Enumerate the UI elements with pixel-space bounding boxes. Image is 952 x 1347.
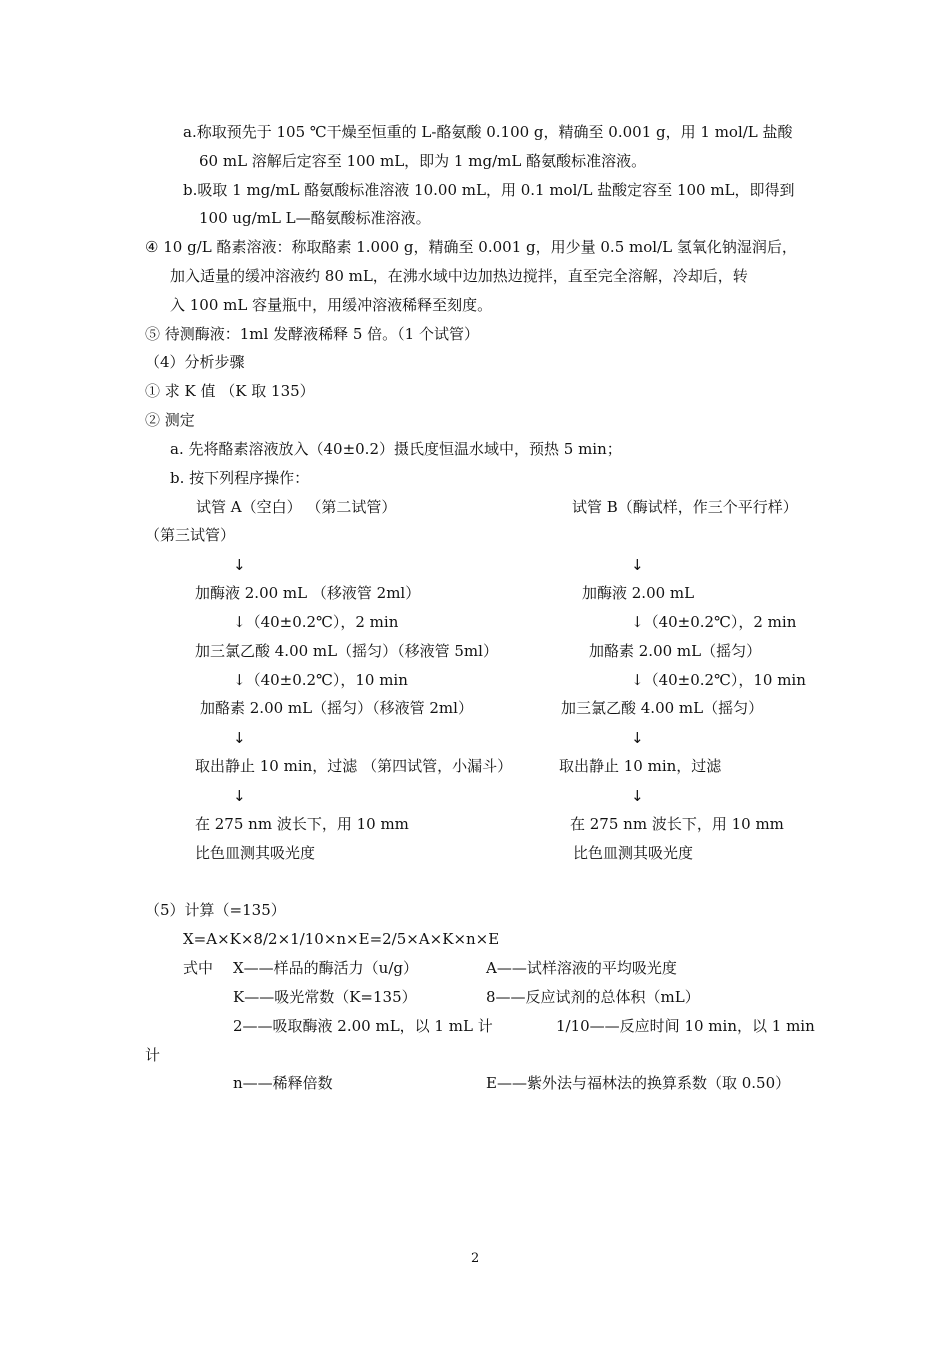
left-step-5a: 在 275 nm 波长下，用 10 mm [195,815,409,833]
left-step-4: 取出静止 10 min，过滤 （第四试管，小漏斗） [195,757,513,775]
prep-b-line1: b.吸取 1 mg/mL 酪氨酸标准溶液 10.00 mL，用 0.1 mol/L 盐酸定容至 100 mL，即得到 [183,181,795,199]
arrow-down-icon: ↓ [233,556,246,574]
arrow-down-icon: ↓ [631,556,644,574]
calc-where: 式中 [183,959,214,977]
analysis-heading: （4）分析步骤 [145,353,245,371]
step-a: a. 先将酪素溶液放入（40±0.2）摄氏度恒温水域中，预热 5 min； [170,440,622,458]
right-condition-1: ↓（40±0.2℃），2 min [631,613,797,631]
page-number: 2 [471,1251,480,1266]
prep-b-line2: 100 ug/mL L—酪氨酸标准溶液。 [199,209,431,227]
item4-line3: 入 100 mL 容量瓶中，用缓冲溶液稀释至刻度。 [170,296,493,314]
calc-2-def: 2——吸取酶液 2.00 mL，以 1 mL 计 [233,1017,493,1035]
left-condition-1: ↓（40±0.2℃），2 min [233,613,399,631]
calc-a-def: A——试样溶液的平均吸光度 [486,959,677,977]
step-1: ① 求 K 值 （K 取 135） [145,382,315,400]
calc-k-def: K——吸光常数（K=135） [233,988,417,1006]
calc-formula: X=A×K×8/2×1/10×n×E=2/5×A×K×n×E [183,930,500,948]
right-step-3: 加三氯乙酸 4.00 mL（摇匀） [561,699,764,717]
flow-right-header: 试管 B（酶试样，作三个平行样） [572,498,798,516]
right-condition-2: ↓（40±0.2℃），10 min [631,671,806,689]
left-step-2: 加三氯乙酸 4.00 mL（摇匀）（移液管 5ml） [195,642,498,660]
arrow-down-icon: ↓ [233,729,246,747]
flow-third-tube: （第三试管） [145,526,236,544]
left-step-3: 加酪素 2.00 mL（摇匀）（移液管 2ml） [200,699,473,717]
calc-tenth-def: 1/10——反应时间 10 min，以 1 min [556,1017,815,1035]
right-step-5b: 比色皿测其吸光度 [573,844,694,862]
prep-a-line2: 60 mL 溶解后定容至 100 mL，即为 1 mg/mL 酪氨酸标准溶液。 [199,152,647,170]
right-step-4: 取出静止 10 min，过滤 [559,757,722,775]
calc-n-def: n——稀释倍数 [233,1074,333,1092]
item5: ⑤ 待测酶液：1ml 发酵液稀释 5 倍。（1 个试管） [145,325,479,343]
arrow-down-icon: ↓ [631,787,644,805]
calc-tenth-wrap: 计 [145,1046,161,1064]
calc-8-def: 8——反应试剂的总体积（mL） [486,988,700,1006]
left-step-5b: 比色皿测其吸光度 [195,844,316,862]
step-2: ② 测定 [145,411,195,429]
arrow-down-icon: ↓ [233,787,246,805]
calc-e-def: E——紫外法与福林法的换算系数（取 0.50） [486,1074,791,1092]
right-step-5a: 在 275 nm 波长下，用 10 mm [570,815,784,833]
left-condition-2: ↓（40±0.2℃），10 min [233,671,408,689]
calc-heading: （5）计算（=135） [145,901,286,919]
step-b: b. 按下列程序操作： [170,469,310,487]
right-step-1: 加酶液 2.00 mL [582,584,695,602]
left-step-1: 加酶液 2.00 mL （移液管 2ml） [195,584,421,602]
flow-left-header: 试管 A（空白） （第二试管） [196,498,397,516]
item4-line2: 加入适量的缓冲溶液约 80 mL，在沸水域中边加热边搅拌，直至完全溶解，冷却后，转 [170,267,748,285]
arrow-down-icon: ↓ [631,729,644,747]
right-step-2: 加酪素 2.00 mL（摇匀） [589,642,762,660]
prep-a-line1: a.称取预先于 105 ℃干燥至恒重的 L-酪氨酸 0.100 g，精确至 0.001 g，用 1 mol/L 盐酸 [183,123,793,141]
calc-x-def: X——样品的酶活力（u/g） [233,959,418,977]
item4-line1: ④ 10 g/L 酪素溶液：称取酪素 1.000 g，精确至 0.001 g，用少量 0.5 mol/L 氢氧化钠湿润后， [145,238,797,256]
